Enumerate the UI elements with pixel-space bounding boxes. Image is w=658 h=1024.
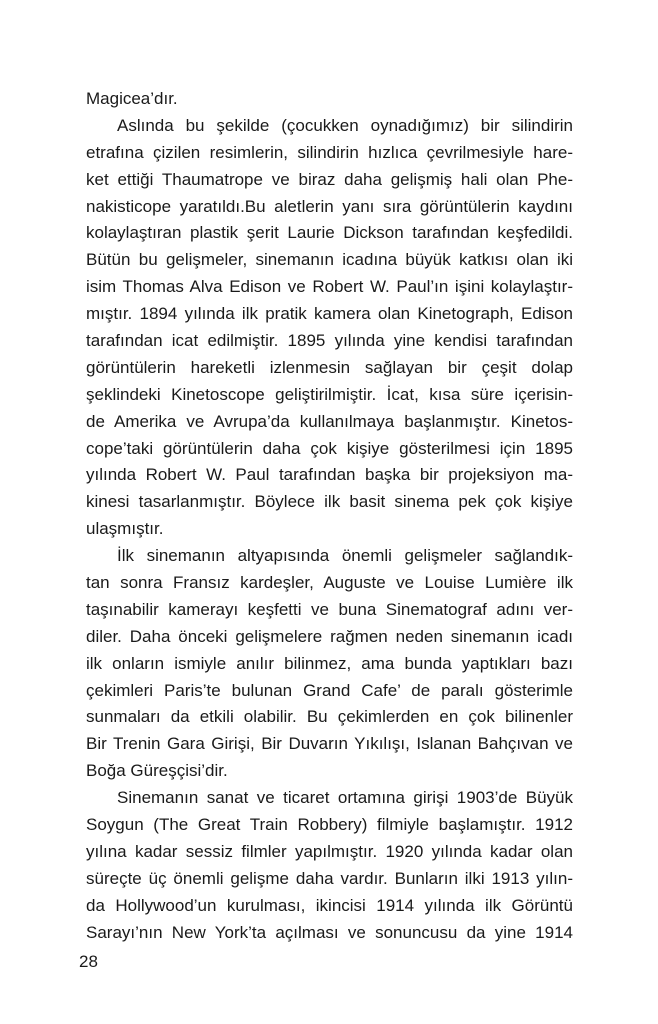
text-line: şeklindeki Kinetoscope geliştirilmiştir. İcat, kısa süre içerisin-: [86, 384, 573, 404]
text-line: yılına kadar sessiz filmler yapılmıştır. 1920 yılında kadar olan: [86, 841, 573, 861]
text-line: Soygun (The Great Train Robbery) filmiyle başlamıştır. 1912: [86, 815, 573, 835]
text-line: Bir Trenin Gara Girişi, Bir Duvarın Yıkılışı, Islanan Bahçıvan ve: [86, 734, 573, 754]
text-line: taşınabilir kamerayı keşfetti ve buna Sinematograf adını ver-: [86, 599, 573, 619]
text-line: sunmaları da etkili olabilir. Bu çekimlerden en çok bilinenler: [86, 707, 573, 727]
text-line: kolaylaştıran plastik şerit Laurie Dickson tarafından keşfedildi.: [86, 223, 573, 243]
text-line: süreçte üç önemli gelişme daha vardır. Bunların ilki 1913 yılın-: [86, 868, 573, 888]
text-line: yılında Robert W. Paul tarafından başka bir projeksiyon ma-: [86, 465, 573, 485]
paragraph-end-line: Boğa Güreşçisi’dir.: [86, 761, 228, 781]
paragraph-start-line: İlk sinemanın altyapısında önemli gelişmeler sağlandık-: [117, 546, 573, 566]
text-line: da Hollywood’un kurulması, ikincisi 1914 yılında ilk Görüntü: [86, 895, 573, 915]
text-line: de Amerika ve Avrupa’da kullanılmaya başlanmıştır. Kinetos-: [86, 411, 573, 431]
text-line: nakisticope yaratıldı.Bu aletlerin yanı sıra görüntülerin kaydını: [86, 196, 573, 216]
text-line: Magicea’dır.: [86, 89, 178, 108]
body-text: [86, 86, 573, 947]
text-line: ket ettiği Thaumatrope ve biraz daha gelişmiş hali olan Phe-: [86, 169, 573, 189]
text-line: tan sonra Fransız kardeşler, Auguste ve Louise Lumière ilk: [86, 573, 573, 593]
text-line: etrafına çizilen resimlerin, silindirin hızlıca çevrilmesiyle hare-: [86, 142, 573, 162]
text-line: Bütün bu gelişmeler, sinemanın icadına büyük katkısı olan iki: [86, 250, 573, 270]
text-line: görüntülerin hareketli izlenmesin sağlayan bir çeşit dolap: [86, 357, 573, 377]
paragraph-start-line: Sinemanın sanat ve ticaret ortamına girişi 1903’de Büyük: [117, 788, 573, 808]
text-line: diler. Daha önceki gelişmelere rağmen neden sinemanın icadı: [86, 626, 573, 646]
paragraph-end-line: ulaşmıştır.: [86, 519, 164, 539]
text-line: mıştır. 1894 yılında ilk pratik kamera olan Kinetograph, Edison: [86, 304, 573, 324]
text-line: tarafından icat edilmiştir. 1895 yılında yine kendisi tarafından: [86, 331, 573, 351]
text-line: kinesi tasarlanmıştır. Böylece ilk basit sinema pek çok kişiye: [86, 492, 573, 512]
paragraph-start-line: Aslında bu şekilde (çocukken oynadığımız) bir silindirin: [117, 115, 573, 135]
text-line: cope’taki görüntülerin daha çok kişiye gösterilmesi için 1895: [86, 438, 573, 458]
text-line: ilk onların ismiyle anılır bilinmez, ama bunda yaptıkları bazı: [86, 653, 573, 673]
text-line: çekimleri Paris’te bulunan Grand Cafe’ de paralı gösterimle: [86, 680, 573, 700]
page-number: 28: [79, 952, 98, 971]
text-line: isim Thomas Alva Edison ve Robert W. Paul’ın işini kolaylaştır-: [86, 277, 573, 297]
text-line: Sarayı’nın New York’ta açılması ve sonuncusu da yine 1914: [86, 922, 573, 942]
